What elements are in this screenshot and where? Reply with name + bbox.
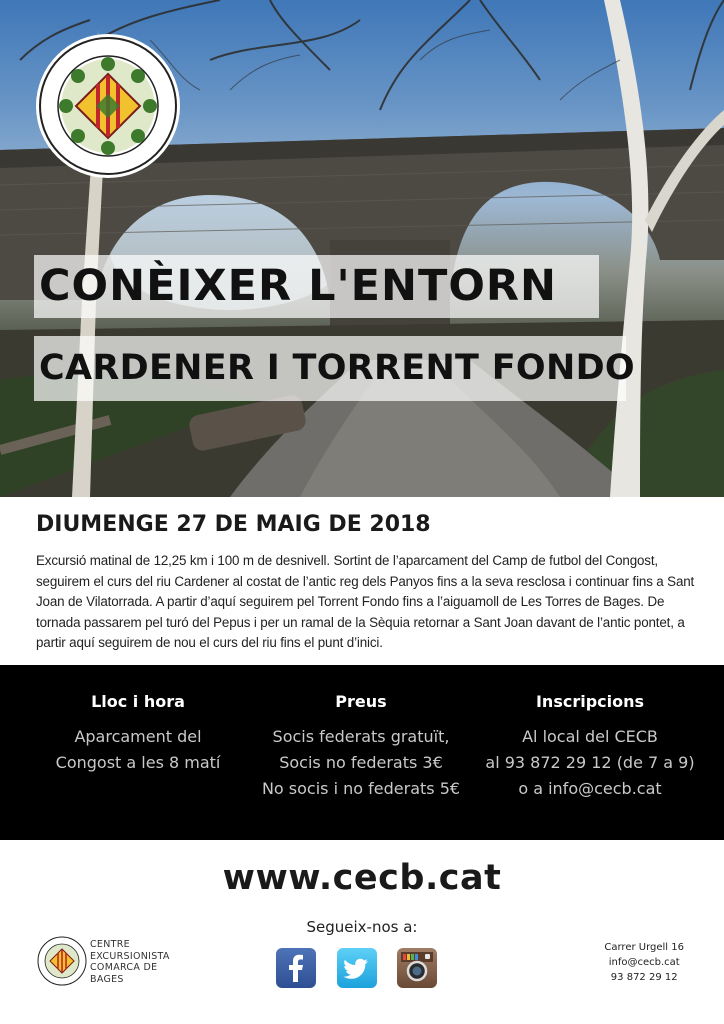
page-title: CONÈIXER L'ENTORN xyxy=(39,261,557,311)
info-line: Congost a les 8 matí xyxy=(55,753,221,772)
info-heading: Lloc i hora xyxy=(91,692,185,711)
contact-email[interactable]: info@cecb.cat xyxy=(608,957,680,968)
info-heading: Preus xyxy=(335,692,387,711)
info-column-location xyxy=(23,692,253,776)
subtitle-banner xyxy=(34,336,635,401)
info-line: Aparcament del xyxy=(74,727,202,746)
org-name-line: COMARCA DE xyxy=(90,962,158,973)
info-line: No socis i no federats 5€ xyxy=(261,779,461,798)
club-logo xyxy=(38,36,178,176)
info-line: Socis no federats 3€ xyxy=(279,753,443,772)
website-link[interactable]: www.cecb.cat xyxy=(222,858,502,898)
info-column-registration xyxy=(475,692,705,802)
contact-phone: 93 872 29 12 xyxy=(610,972,678,983)
twitter-icon[interactable] xyxy=(337,948,377,988)
org-name-line: CENTRE xyxy=(90,939,130,950)
info-heading: Inscripcions xyxy=(535,692,645,711)
page-subtitle: CARDENER I TORRENT FONDO xyxy=(39,348,635,388)
info-line[interactable]: o a info@cecb.cat xyxy=(518,779,662,798)
description-line: seguirem el curs del riu Cardener al costat de l’antic reg dels Panyos fins a la seva resclosa i continuar fins a Sant xyxy=(36,573,695,589)
shield-emblem-icon xyxy=(37,936,87,986)
follow-label: Segueix-nos a: xyxy=(306,918,418,936)
footer-logo xyxy=(37,936,87,986)
org-name-line: EXCURSIONISTA xyxy=(90,950,170,962)
shield-emblem-icon xyxy=(38,36,178,176)
description-line: partir aquí seguirem de nou el curs del riu fins el punt d’inici. xyxy=(36,635,383,650)
info-line: Socis federats gratuït, xyxy=(272,727,450,746)
description-line: Joan de Vilatorrada. A partir d’aquí seguirem pel Torrent Fondo fins a l’aiguamoll de Les Torres de Bages. De xyxy=(36,594,665,609)
event-description xyxy=(36,551,696,654)
description-line: Excursió matinal de 12,25 km i 100 m de desnivell. Sortint de l’aparcament del Camp de futbol del Congost, xyxy=(36,553,658,568)
contact-address: Carrer Urgell 16 xyxy=(604,942,684,953)
org-name xyxy=(90,939,170,985)
org-name-line: BAGES xyxy=(90,973,124,985)
hero-photo xyxy=(0,0,724,497)
info-line: al 93 872 29 12 (de 7 a 9) xyxy=(485,753,695,772)
description-line: tornada passarem pel turó del Pepus i per un ramal de la Sèquia retornar a Sant Joan davant de l’antic pontet, a xyxy=(36,614,685,630)
info-line: Al local del CECB xyxy=(522,727,658,746)
info-band xyxy=(0,665,724,840)
contact-info xyxy=(604,940,684,985)
event-date: DIUMENGE 27 DE MAIG DE 2018 xyxy=(36,512,431,537)
instagram-icon[interactable] xyxy=(397,948,437,988)
info-column-prices xyxy=(246,692,476,802)
title-banner xyxy=(34,255,599,318)
facebook-icon[interactable] xyxy=(276,948,316,988)
